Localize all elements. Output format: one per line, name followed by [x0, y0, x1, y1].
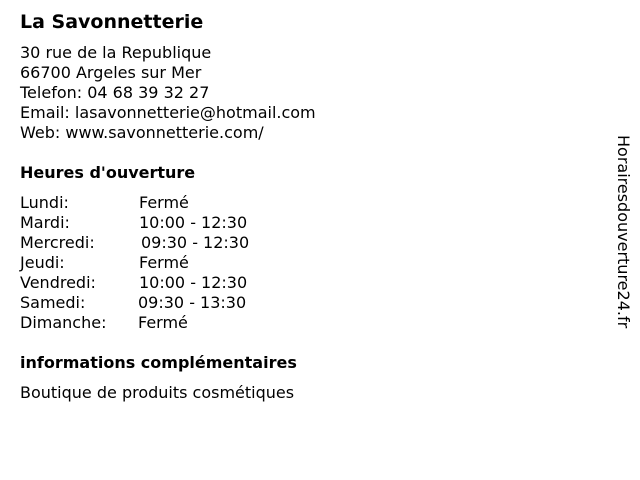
hours-day: Dimanche: [20, 313, 107, 332]
address-block [20, 43, 580, 143]
hours-row-jeudi [20, 253, 580, 273]
street-address: 30 rue de la Republique [20, 43, 212, 62]
business-name: La Savonnetterie [20, 11, 204, 33]
hours-day: Samedi: [20, 293, 86, 312]
hours-time: Fermé [139, 193, 189, 212]
hours-row-vendredi [20, 273, 580, 293]
hours-time: 09:30 - 12:30 [141, 233, 250, 252]
info-heading: informations complémentaires [20, 353, 297, 372]
hours-table [20, 193, 580, 333]
postal-city: 66700 Argeles sur Mer [20, 63, 202, 82]
hours-time: 10:00 - 12:30 [139, 273, 248, 292]
info-text: Boutique de produits cosmétiques [20, 383, 295, 402]
hours-day: Mardi: [20, 213, 70, 232]
hours-row-dimanche [20, 313, 580, 333]
hours-row-mercredi [20, 233, 580, 253]
hours-row-samedi [20, 293, 580, 313]
hours-row-lundi [20, 193, 580, 213]
hours-time: 10:00 - 12:30 [139, 213, 248, 232]
hours-day: Lundi: [20, 193, 69, 212]
web-line: Web: www.savonnetterie.com/ [20, 123, 264, 142]
hours-row-mardi [20, 213, 580, 233]
business-card [20, 10, 580, 403]
hours-time: 09:30 - 13:30 [138, 293, 247, 312]
watermark-container [613, 135, 633, 375]
watermark-text: Horairesdouverture24.fr [614, 135, 633, 329]
hours-time: Fermé [138, 313, 188, 332]
hours-day: Jeudi: [20, 253, 65, 272]
hours-day: Mercredi: [20, 233, 95, 252]
hours-day: Vendredi: [20, 273, 96, 292]
hours-time: Fermé [139, 253, 189, 272]
phone-line: Telefon: 04 68 39 32 27 [20, 83, 210, 102]
hours-heading: Heures d'ouverture [20, 163, 196, 182]
email-line: Email: lasavonnetterie@hotmail.com [20, 103, 316, 122]
